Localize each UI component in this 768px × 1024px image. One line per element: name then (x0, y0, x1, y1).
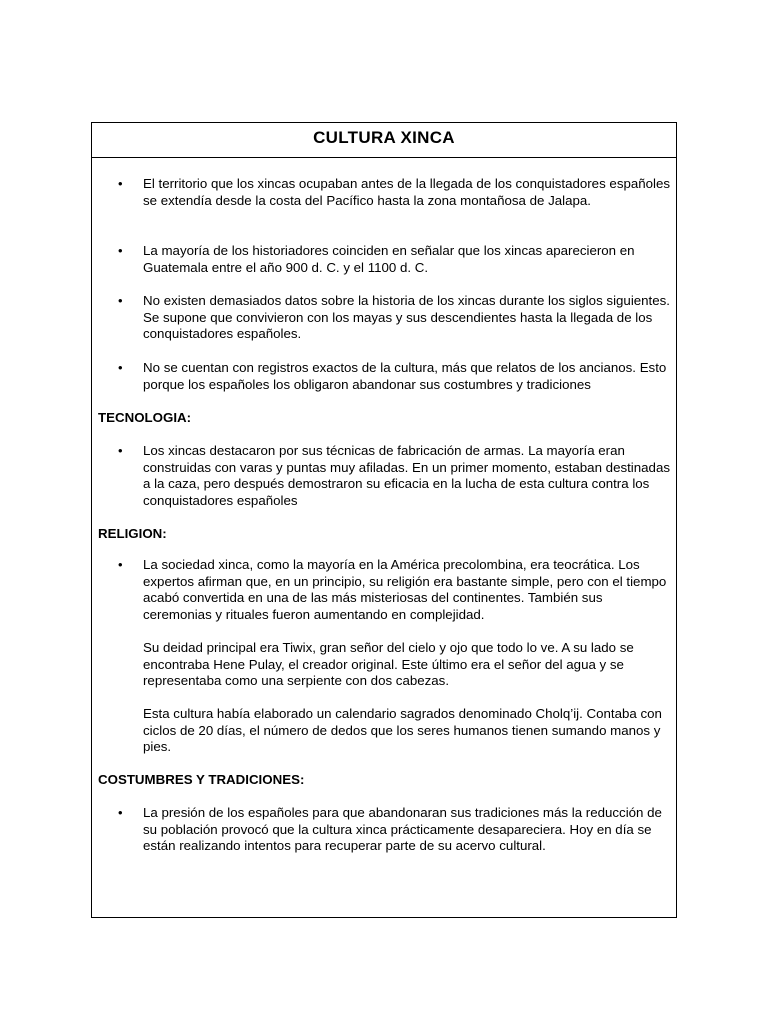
bullet-text: La mayoría de los historiadores coinciden en señalar que los xincas aparecieron en Guatemala entre el año 900 d. C. y el 1100 d. C. (143, 243, 635, 275)
costumbres-heading: COSTUMBRES Y TRADICIONES: (98, 772, 305, 787)
intro-bullet-1 (118, 176, 671, 209)
bullet-text: No existen demasiados datos sobre la historia de los xincas durante los siglos siguientes. Se supone que convivieron con los mayas y sus descendientes hasta la llegada de los conquistadores españoles. (143, 293, 670, 342)
intro-bullet-3 (118, 293, 671, 343)
title-row (92, 123, 676, 158)
bullet-text: Los xincas destacaron por sus técnicas de fabricación de armas. La mayoría eran construidas con varas y puntas muy afiladas. En un primer momento, estaban destinadas a la caza, pero después demostraron su eficacia en la lucha de esta cultura contra los conquistadores españoles (143, 443, 670, 508)
intro-bullet-2 (118, 243, 671, 276)
bullet-dot: • (118, 293, 123, 308)
bullet-dot: • (118, 805, 123, 820)
bullet-dot: • (118, 176, 123, 191)
bullet-text: El territorio que los xincas ocupaban antes de la llegada de los conquistadores españoles se extendía desde la costa del Pacífico hasta la zona montañosa de Jalapa. (143, 176, 671, 208)
bullet-text: La presión de los españoles para que abandonaran sus tradiciones más la reducción de su población provocó que la cultura xinca prácticamente desapareciera. Hoy en día se están realizando intentos para recuperar parte de su acervo cultural. (143, 805, 662, 854)
bullet-text: La sociedad xinca, como la mayoría en la América precolombina, era teocrática. Los expertos afirman que, en un principio, su religión era bastante simple, pero con el tiempo acabó convertida en una de las más misteriosas del continentes. También sus ceremonias y rituales fueron aumentando en complejidad. (143, 557, 667, 622)
religion-bullet (118, 557, 671, 623)
tecnologia-bullet (118, 443, 671, 509)
religion-paragraph-2: Esta cultura había elaborado un calendario sagrados denominado Cholq’ij. Contaba con ciclos de 20 días, el número de dedos que los seres humanos tienen sumando manos y pies. (143, 706, 662, 755)
bullet-text: No se cuentan con registros exactos de la cultura, más que relatos de los ancianos. Esto porque los españoles los obligaron abandonar sus costumbres y tradiciones (143, 360, 667, 392)
document-box (91, 122, 677, 918)
tecnologia-heading: TECNOLOGIA: (98, 410, 192, 425)
bullet-dot: • (118, 443, 123, 458)
religion-paragraph-1: Su deidad principal era Tiwix, gran señor del cielo y ojo que todo lo ve. A su lado se encontraba Hene Pulay, el creador original. Este último era el señor del agua y se representaba como una serpiente con dos cabezas. (143, 640, 634, 689)
intro-bullet-4 (118, 360, 671, 393)
religion-heading: RELIGION: (98, 526, 167, 541)
bullet-dot: • (118, 557, 123, 572)
document-title: CULTURA XINCA (313, 128, 455, 147)
bullet-dot: • (118, 243, 123, 258)
bullet-dot: • (118, 360, 123, 375)
costumbres-bullet (118, 805, 671, 855)
